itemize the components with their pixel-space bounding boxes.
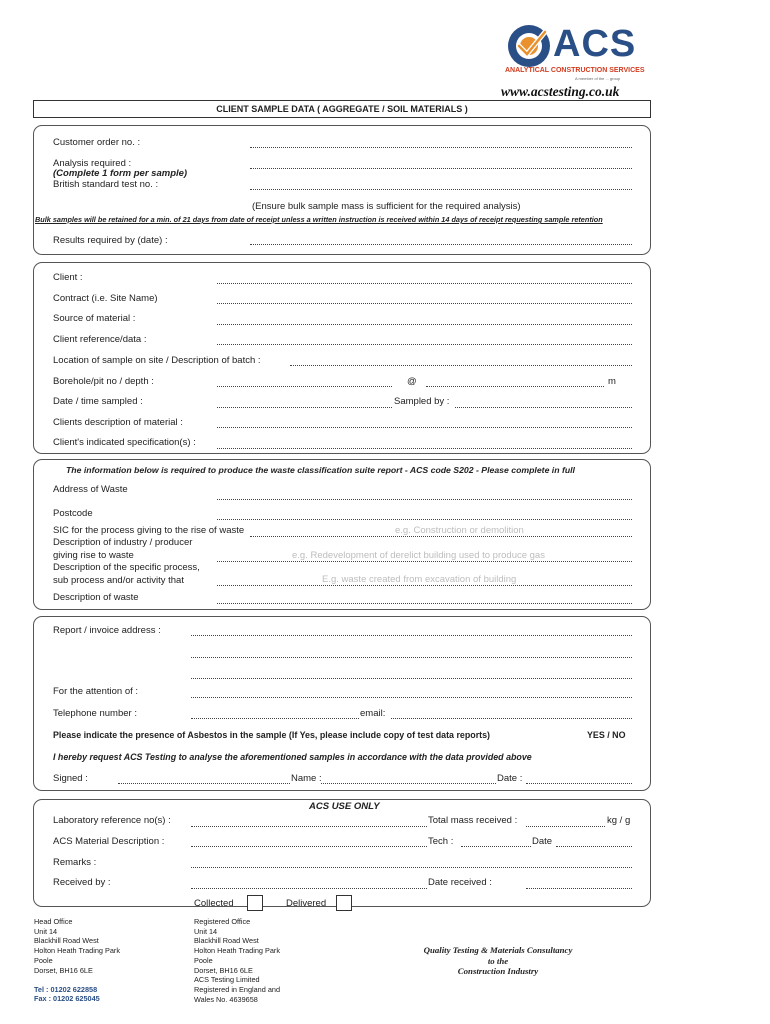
delivered-label: Delivered	[286, 898, 327, 909]
fax-number: Fax : 01202 625045	[34, 994, 100, 1003]
acs-use-heading: ACS USE ONLY	[309, 801, 380, 812]
asbestos-yes-no[interactable]: YES / NO	[587, 730, 626, 740]
report-address-field-1[interactable]	[191, 635, 632, 636]
date-received-field[interactable]	[526, 888, 632, 889]
report-address-field-3[interactable]	[191, 678, 632, 679]
tagline-line: to the	[487, 955, 509, 966]
sampled-by-label: Sampled by :	[394, 396, 450, 407]
asbestos-question: Please indicate the presence of Asbestos in the sample (If Yes, please include copy of test data reports)	[53, 730, 490, 740]
client-field[interactable]	[217, 283, 632, 284]
analysis-required-field[interactable]	[250, 168, 632, 169]
at-symbol: @	[407, 376, 417, 387]
industry-field[interactable]	[217, 561, 632, 562]
report-address-field-2[interactable]	[191, 657, 632, 658]
head-office-address	[34, 917, 120, 975]
collected-checkbox[interactable]	[247, 895, 263, 911]
customer-order-label: Customer order no. :	[53, 137, 141, 148]
date-sampled-field[interactable]	[217, 407, 392, 408]
results-required-label: Results required by (date) :	[53, 235, 168, 246]
metres-unit: m	[608, 376, 616, 387]
source-field[interactable]	[217, 324, 632, 325]
contract-field[interactable]	[217, 303, 632, 304]
registered-office-address	[194, 917, 280, 1004]
telephone-label: Telephone number :	[53, 708, 137, 719]
attention-field[interactable]	[191, 697, 632, 698]
received-by-label: Received by :	[53, 877, 111, 888]
date-sampled-label: Date / time sampled :	[53, 396, 143, 407]
giving-rise-label: giving rise to waste	[53, 550, 134, 561]
client-spec-label: Client's indicated specification(s) :	[53, 437, 196, 448]
depth-field[interactable]	[426, 386, 604, 387]
date-signed-label: Date :	[497, 773, 523, 784]
tech-date-label: Date	[532, 836, 553, 847]
attention-label: For the attention of :	[53, 686, 139, 697]
registered-line: Registered Office	[194, 917, 251, 926]
form-title: CLIENT SAMPLE DATA ( AGGREGATE / SOIL MATERIALS )	[216, 104, 468, 114]
head-office-line: Holton Heath Trading Park	[34, 946, 120, 956]
kg-g-unit: kg / g	[607, 815, 631, 826]
location-label: Location of sample on site / Description of batch :	[53, 355, 261, 366]
waste-heading: The information below is required to produce the waste classification suite report - ACS code S202 - Please complete in full	[66, 465, 575, 475]
acs-logo-mark-icon	[505, 22, 553, 70]
postcode-label: Postcode	[53, 508, 93, 519]
head-office-line: Dorset, BH16 6LE	[34, 965, 93, 975]
date-received-label: Date received :	[428, 877, 492, 888]
address-waste-field[interactable]	[217, 499, 632, 500]
client-spec-field[interactable]	[217, 448, 632, 449]
tech-label: Tech :	[428, 836, 454, 847]
desc-waste-label: Description of waste	[53, 592, 139, 603]
registered-line: Poole	[194, 955, 213, 965]
bulk-retention-note: Bulk samples will be retained for a min. of 21 days from date of receipt unless a written instruction is received within 14 days of receipt requesting sample retention	[35, 215, 603, 224]
sub-process-label: sub process and/or activity that	[53, 575, 184, 586]
source-label: Source of material :	[53, 313, 136, 324]
registered-line: Holton Heath Trading Park	[194, 946, 280, 956]
logo-tagline: A member of the ... group	[575, 76, 621, 81]
address-waste-label: Address of Waste	[53, 484, 128, 495]
request-statement: I hereby request ACS Testing to analyse the aforementioned samples in accordance with the data provided above	[53, 752, 532, 762]
lab-ref-field[interactable]	[191, 826, 427, 827]
sic-label: SIC for the process giving to the rise of waste	[53, 525, 245, 536]
lab-ref-label: Laboratory reference no(s) :	[53, 815, 171, 826]
telephone-field[interactable]	[191, 718, 359, 719]
british-standard-field[interactable]	[250, 189, 632, 190]
clients-description-field[interactable]	[217, 427, 632, 428]
report-address-label: Report / invoice address :	[53, 625, 161, 636]
complete-note: (Complete 1 form per sample)	[53, 168, 188, 179]
client-label: Client :	[53, 272, 83, 283]
acs-logo	[505, 22, 645, 80]
total-mass-field[interactable]	[526, 826, 605, 827]
total-mass-label: Total mass received :	[428, 815, 518, 826]
contract-label: Contract (i.e. Site Name)	[53, 293, 158, 304]
received-by-field[interactable]	[191, 888, 427, 889]
tagline-line: Construction Industry	[457, 966, 539, 976]
head-office-line: Blackhill Road West	[34, 936, 99, 946]
location-field[interactable]	[290, 365, 632, 366]
registered-line: Blackhill Road West	[194, 936, 259, 946]
registered-line: Dorset, BH16 6LE	[194, 965, 253, 975]
registered-line: ACS Testing Limited	[194, 975, 260, 985]
sampled-by-field[interactable]	[455, 407, 632, 408]
collected-label: Collected	[194, 898, 234, 909]
registered-line: Unit 14	[194, 926, 218, 936]
borehole-label: Borehole/pit no / depth :	[53, 376, 154, 387]
email-label: email:	[360, 708, 386, 719]
registered-line: Registered in England and	[194, 984, 281, 994]
industry-hint: e.g. Redevelopment of derelict building used to produce gas	[292, 550, 545, 561]
registered-line: Wales No. 4639658	[194, 994, 258, 1004]
tech-field[interactable]	[461, 846, 531, 847]
logo-subtitle: ANALYTICAL CONSTRUCTION SERVICES	[505, 67, 645, 74]
desc-industry-label: Description of industry / producer	[53, 537, 193, 548]
head-office-line: Unit 14	[34, 926, 58, 936]
signed-label: Signed :	[53, 773, 88, 784]
client-reference-field[interactable]	[217, 344, 632, 345]
postcode-field[interactable]	[217, 519, 632, 520]
tel-number: Tel : 01202 622858	[34, 985, 98, 994]
sic-field[interactable]	[250, 536, 632, 537]
borehole-field[interactable]	[217, 386, 392, 387]
logo-text: ACS	[553, 23, 637, 65]
client-reference-label: Client reference/data :	[53, 334, 147, 345]
british-standard-label: British standard test no. :	[53, 179, 159, 190]
ensure-note: (Ensure bulk sample mass is sufficient for the required analysis)	[252, 201, 521, 212]
desc-specific-label: Description of the specific process,	[53, 562, 200, 573]
clients-description-label: Clients description of material :	[53, 417, 183, 428]
head-office-line: Head Office	[34, 917, 73, 926]
material-desc-field[interactable]	[191, 846, 427, 847]
website-link[interactable]: www.acstesting.co.uk	[501, 84, 620, 99]
process-field[interactable]	[217, 585, 632, 586]
tech-date-field[interactable]	[556, 846, 632, 847]
sic-hint: e.g. Construction or demolition	[395, 525, 524, 536]
remarks-field[interactable]	[191, 867, 632, 868]
name-label: Name :	[291, 773, 322, 784]
delivered-checkbox[interactable]	[336, 895, 352, 911]
signed-field[interactable]	[118, 783, 290, 784]
email-field[interactable]	[391, 718, 632, 719]
footer-tagline	[398, 945, 598, 977]
desc-waste-field[interactable]	[217, 603, 632, 604]
date-signed-field[interactable]	[526, 783, 632, 784]
remarks-label: Remarks :	[53, 857, 97, 868]
tagline-line: Quality Testing & Materials Consultancy	[423, 945, 573, 955]
section-report	[33, 616, 651, 791]
analysis-required-label: Analysis required :	[53, 158, 132, 169]
material-desc-label: ACS Material Description :	[53, 836, 165, 847]
head-office-line: Poole	[34, 955, 53, 965]
name-field[interactable]	[321, 783, 496, 784]
form-title-bar	[33, 100, 651, 118]
process-hint: E.g. waste created from excavation of building	[322, 574, 517, 585]
customer-order-field[interactable]	[250, 147, 632, 148]
results-required-field[interactable]	[250, 244, 632, 245]
